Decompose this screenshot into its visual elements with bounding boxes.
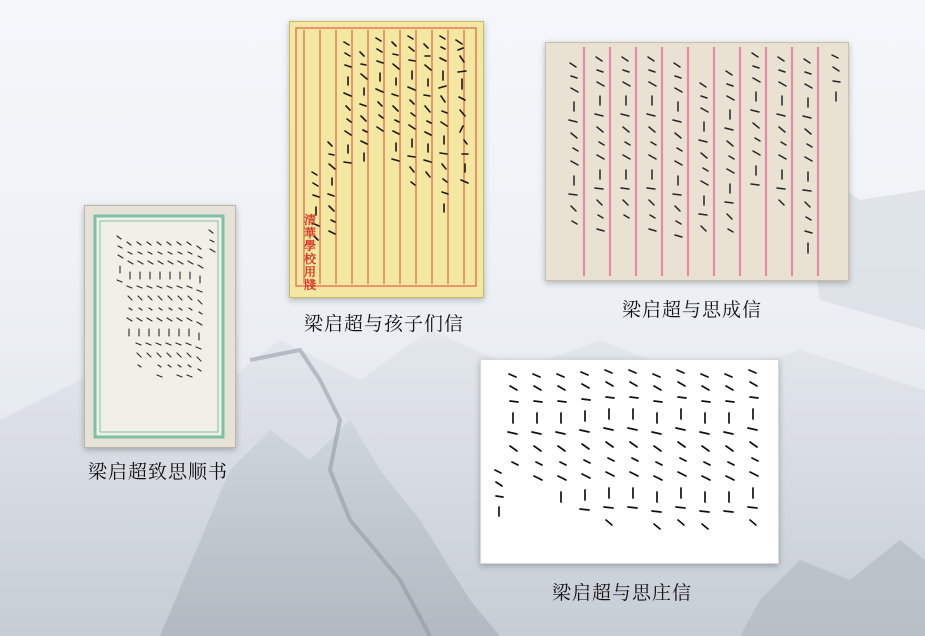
caption-letter-to-sizhuang: 梁启超与思庄信: [552, 582, 693, 604]
caption-letter-to-children: 梁启超与孩子们信: [304, 313, 465, 335]
letter-to-sizhuang: [480, 359, 779, 564]
caption-letter-to-sishun: 梁启超致思顺书: [88, 461, 229, 483]
letter-to-sicheng: [545, 42, 849, 281]
letter-to-children: [289, 21, 484, 298]
letter-to-sishun-handwriting: [85, 206, 235, 447]
caption-letter-to-sicheng: 梁启超与思成信: [622, 299, 763, 321]
school-stamp-vertical: 清華學校用牋: [303, 213, 316, 292]
letter-to-sishun: [84, 205, 236, 448]
letter-to-sicheng-handwriting: [546, 43, 848, 280]
letter-to-sizhuang-handwriting: [481, 360, 778, 563]
letter-to-children-handwriting: [290, 22, 483, 297]
